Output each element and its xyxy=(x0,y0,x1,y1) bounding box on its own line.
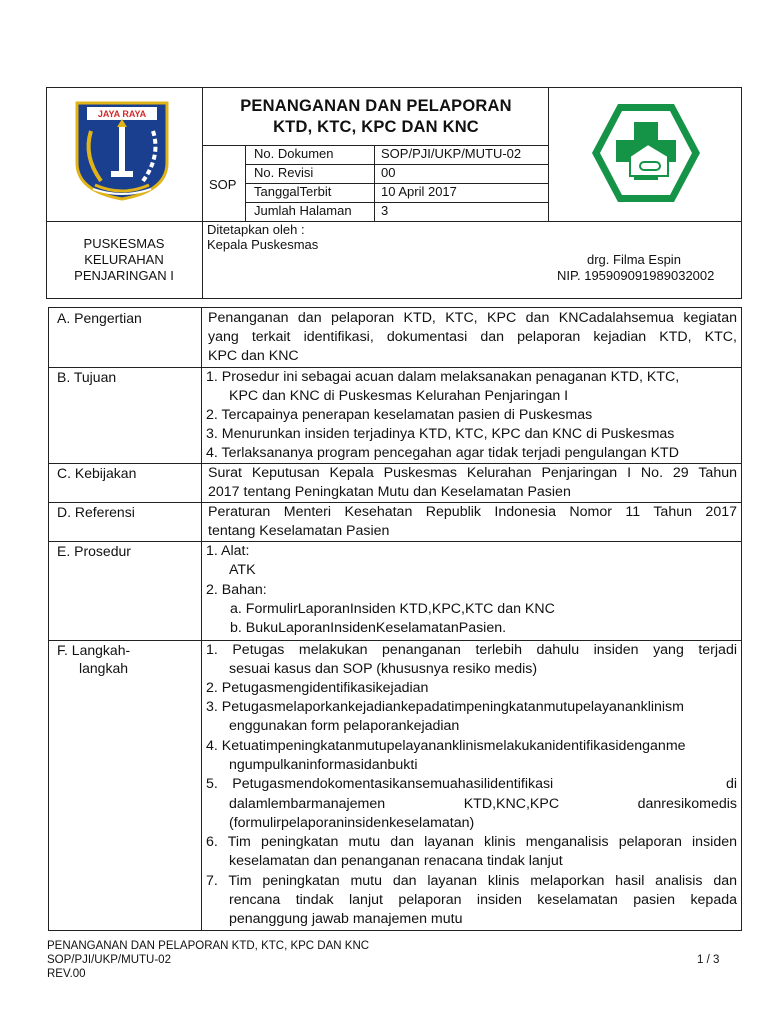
langkah-item: 4. Ketuatimpeningkatanmutupelayananklinismelakukanidentifikasidenganme xyxy=(206,738,686,754)
langkah-item: 7. Tim peningkatan mutu dan layanan klinis melaporkan hasil analisis dan xyxy=(206,873,737,889)
langkah-item: keselamatan dan penanganan renacana tindak lanjut xyxy=(229,853,563,869)
prosedur-item: b. BukuLaporanInsidenKeselamatanPasien. xyxy=(230,620,507,636)
section-label-kebijakan: C. Kebijakan xyxy=(57,465,137,481)
langkah-item: rencana tindak lanjut pelaporan insiden keselamatan pasien kepada xyxy=(229,892,737,908)
tujuan-item: 3. Menurunkan insiden terjadinya KTD, KTC, KPC dan KNC di Puskesmas xyxy=(206,426,675,442)
prosedur-item: ATK xyxy=(229,562,256,578)
section-label-langkah: F. Langkah- xyxy=(57,642,131,658)
organization-name: PUSKESMAS KELURAHAN PENJARINGAN I xyxy=(74,236,174,283)
meta-key: No. Dokumen xyxy=(254,146,334,161)
prosedur-item: a. FormulirLaporanInsiden KTD,KPC,KTC dan KNC xyxy=(230,601,555,617)
tujuan-item: KPC dan KNC di Puskesmas Kelurahan Penjaringan I xyxy=(229,388,569,404)
langkah-item: ngumpulkaninformasidanbukti xyxy=(229,757,418,773)
header-divider xyxy=(46,221,742,222)
meta-value: SOP/PJI/UKP/MUTU-02 xyxy=(381,146,522,161)
footer-title: PENANGANAN DAN PELAPORAN KTD, KTC, KPC DAN KNC xyxy=(47,940,370,952)
footer-doc-number: SOP/PJI/UKP/MUTU-02 xyxy=(47,954,171,966)
table-divider xyxy=(48,541,742,542)
signer-name: drg. Filma Espin xyxy=(587,252,681,267)
section-label-pengertian: A. Pengertian xyxy=(57,310,142,326)
langkah-item: 3. Petugasmelaporkankejadiankepadatimpeningkatanmutupelayananklinism xyxy=(206,699,684,715)
tujuan-item: 2. Tercapainya penerapan keselamatan pasien di Puskesmas xyxy=(206,407,593,423)
tujuan-item: 1. Prosedur ini sebagai acuan dalam melaksanakan penaganan KTD, KTC, xyxy=(206,369,680,385)
sop-label: SOP xyxy=(209,177,237,192)
langkah-item: sesuai kasus dan SOP (khususnya resiko medis) xyxy=(229,661,538,677)
referensi-text: tentang Keselamatan Pasien xyxy=(208,523,390,539)
langkah-item: 6. Tim peningkatan mutu dan layanan klinis menganalisis pelaporan insiden xyxy=(206,834,737,850)
document-title: PENANGANAN DAN PELAPORAN KTD, KTC, KPC DAN KNC xyxy=(240,97,512,136)
section-label-tujuan: B. Tujuan xyxy=(57,369,117,385)
pengertian-text: Penanganan dan pelaporan KTD, KTC, KPC dan KNCadalahsemua kegiatan xyxy=(208,310,737,326)
section-label-langkah: langkah xyxy=(79,660,129,676)
approval-line: Ditetapkan oleh : xyxy=(207,222,305,237)
pengertian-text: KPC dan KNC xyxy=(208,348,299,364)
langkah-item: (formulirpelaporaninsidenkeselamatan) xyxy=(229,815,475,831)
meta-value: 3 xyxy=(381,203,389,218)
langkah-item: 2. Petugasmengidentifikasikejadian xyxy=(206,680,429,696)
meta-key: No. Revisi xyxy=(254,165,314,180)
jakarta-emblem-logo xyxy=(73,101,171,201)
tujuan-item: 4. Terlaksananya program pencegahan agar tidak terjadi pengulangan KTD xyxy=(206,445,679,461)
langkah-item: 5. Petugasmendokomentasikansemuahasilidentifikasi di xyxy=(206,776,737,792)
jaya-raya-text: JAYA RAYA xyxy=(97,109,147,119)
signer-nip: NIP. 195909091989032002 xyxy=(557,268,715,283)
footer-revision: REV.00 xyxy=(47,968,86,980)
meta-value: 00 xyxy=(381,165,396,180)
langkah-item: dalamlembarmanajemen KTD,KNC,KPC danresikomedis xyxy=(229,796,737,812)
section-label-prosedur: E. Prosedur xyxy=(57,543,131,559)
prosedur-item: 1. Alat: xyxy=(206,543,250,559)
prosedur-item: 2. Bahan: xyxy=(206,582,267,598)
meta-key: TanggalTerbit xyxy=(254,184,332,199)
page-number: 1 / 3 xyxy=(697,954,720,966)
referensi-text: Peraturan Menteri Kesehatan Republik Indonesia Nomor 11 Tahun 2017 xyxy=(208,504,737,520)
kebijakan-text: Surat Keputusan Kepala Puskesmas Kelurahan Penjaringan I No. 29 Tahun xyxy=(208,465,737,481)
langkah-item: enggunakan form pelaporankejadian xyxy=(229,718,460,734)
meta-value: 10 April 2017 xyxy=(381,184,457,199)
puskesmas-logo xyxy=(590,100,702,206)
table-divider xyxy=(201,307,202,931)
langkah-item: 1. Petugas melakukan penanganan terlebih dahulu insiden yang terjadi xyxy=(206,642,737,658)
pengertian-text: yang terkait identifikasi, dokumentasi dan pelaporan kejadian KTD, KTC, xyxy=(208,329,737,345)
kebijakan-text: 2017 tentang Peningkatan Mutu dan Keselamatan Pasien xyxy=(208,484,571,500)
section-label-referensi: D. Referensi xyxy=(57,504,135,520)
langkah-item: penanggung jawab manajemen mutu xyxy=(229,911,463,927)
meta-key: Jumlah Halaman xyxy=(254,203,352,218)
approval-title: Kepala Puskesmas xyxy=(207,237,319,252)
